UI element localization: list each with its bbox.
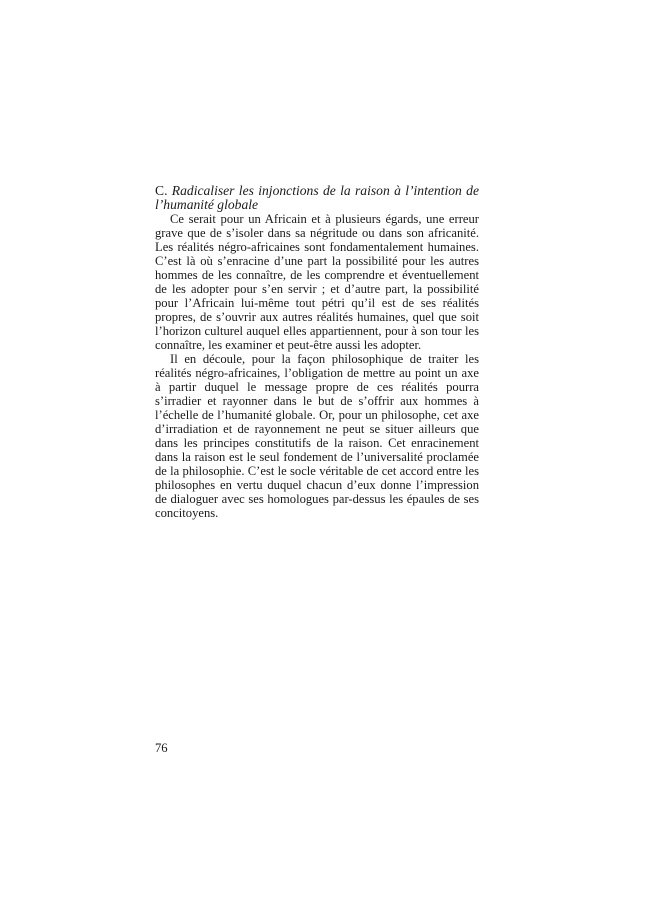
page-body bbox=[155, 184, 479, 520]
paragraph-1: Ce serait pour un Africain et à plusieurs égards, une erreur grave que de s’isoler dans sa négritude ou dans son africanité. Les réalités négro-africaines sont fondamentalement humaines. C’est là où s’enracine d’une part la possibilité pour les autres hommes de les connaître, de les comprendre et éventuellement de les adopter pour s’en servir ; et d’autre part, la possibilité pour l’Africain lui-même tout pétri qu’il est de ses réalités propres, de s’ouvrir aux autres réalités humaines, quel que soit l’horizon culturel auquel elles appartiennent, pour à son tour les connaître, les examiner et peut-être aussi les adopter. bbox=[155, 212, 479, 352]
page-number: 76 bbox=[155, 741, 168, 755]
paragraph-2: Il en découle, pour la façon philosophique de traiter les réalités négro-africaines, l’obligation de mettre au point un axe à partir duquel le message propre de ces réalités pourra s’irradier et rayonner dans le but de s’offrir aux hommes à l’échelle de l’humanité globale. Or, pour un philosophe, cet axe d’irradiation et de rayonnement ne peut se situer ailleurs que dans les principes constitutifs de la raison. Cet enracinement dans la raison est le seul fondement de l’universalité proclamée de la philosophie. C’est le socle véritable de cet accord entre les philosophes en vertu duquel chacun d’eux donne l’impression de dialoguer avec ses homologues par-dessus les épaules de ses concitoyens. bbox=[155, 352, 479, 520]
section-label: C. bbox=[155, 183, 168, 198]
section-heading bbox=[155, 184, 479, 212]
section-title: Radicaliser les injonctions de la raison à l’intention de l’humanité globale bbox=[155, 183, 479, 212]
